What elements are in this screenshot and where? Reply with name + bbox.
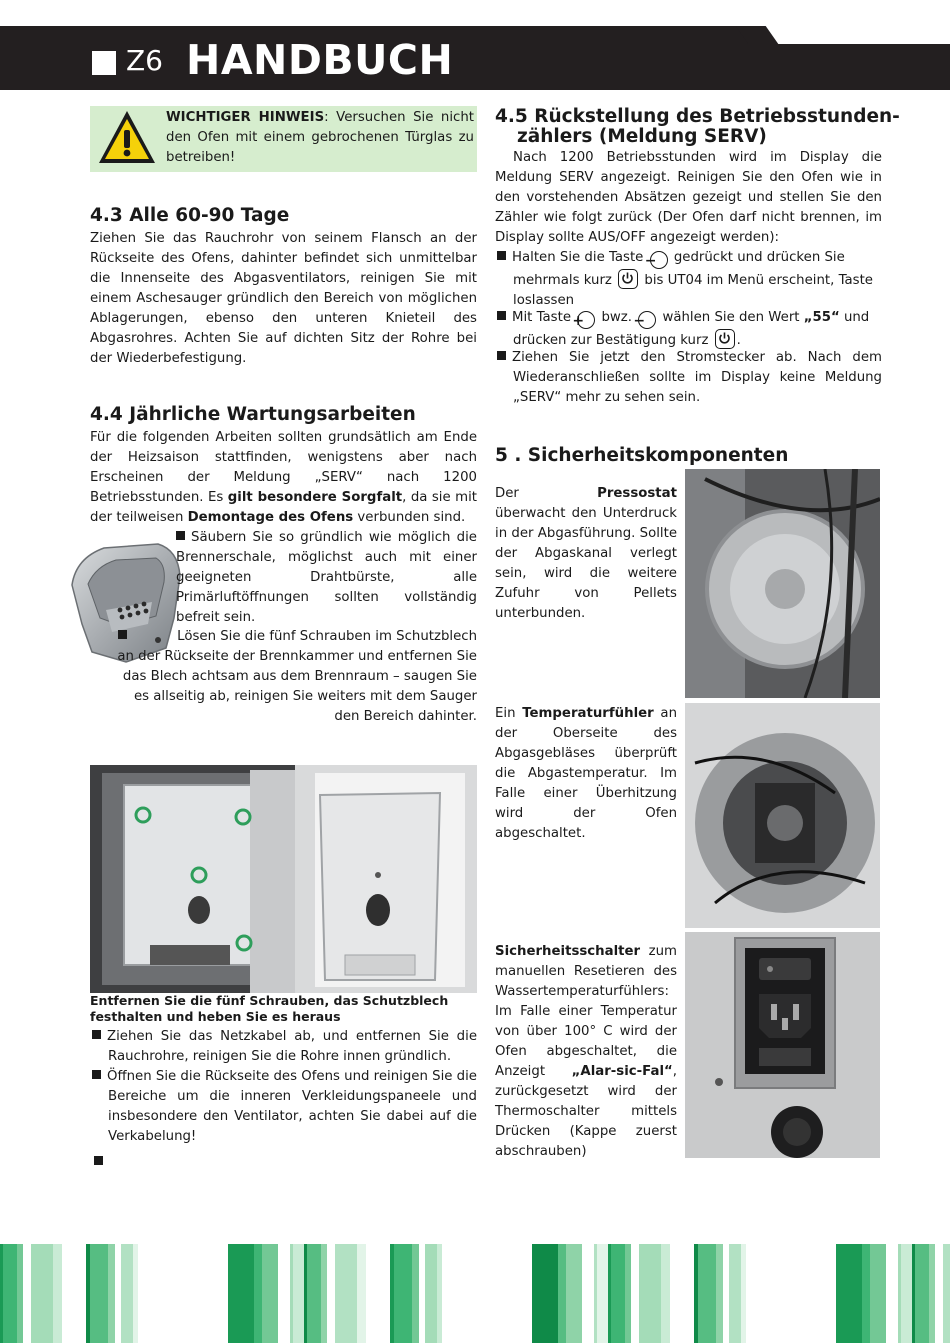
stripe <box>836 1244 862 1343</box>
photo-caption: Entfernen Sie die fünf Schrauben, das Schutzblech festhalten und heben Sie es heraus <box>90 993 449 1024</box>
section-4-3-body: Ziehen Sie das Rauchrohr von seinem Flansch an der Rückseite des Ofens, dahinter befindet sich unmittelbar die Innenseite des Abgasventilators, reinigen Sie mit einem Aschesauger gründlich den Bereich von möglichen Ablagerungen, ebenso den unteren Knieteil des Abgasrohres. Achten Sie auf dichten Sitz der Rohre bei der Wiederbefestigung. <box>90 231 477 366</box>
list-item-4-text: Öffnen Sie die Rückseite des Ofens und reinigen Sie die Bereiche um die inneren Verkleidungspaneele und insbesondere den Ventilator, achten Sie dabei auf die Verkabelung! <box>107 1069 477 1144</box>
stripe <box>0 1244 3 1343</box>
stripe <box>870 1244 886 1343</box>
stripe <box>133 1244 138 1343</box>
stripe <box>304 1244 307 1343</box>
intro-bold-1: gilt besondere Sorgfalt <box>227 490 403 505</box>
stripe <box>262 1244 278 1343</box>
stripe <box>3 1244 17 1343</box>
stove-panel-illustration <box>90 765 477 993</box>
stripe <box>425 1244 437 1343</box>
reset-step-1-text-a: Halten Sie die Taste <box>512 250 644 265</box>
stripe <box>335 1244 357 1343</box>
stripe <box>53 1244 62 1343</box>
reset-step-1 <box>497 248 882 311</box>
stripe <box>532 1244 558 1343</box>
warning-label: WICHTIGER HINWEIS <box>166 110 325 125</box>
stripe <box>639 1244 661 1343</box>
warning-body: : Versuchen Sie nicht den Ofen mit einem gebrochenen Türglas zu betreiben! <box>166 110 474 165</box>
stripe <box>929 1244 935 1343</box>
intro-text-3: verbunden sind. <box>353 510 466 525</box>
reset-step-2-text-b: bwz. <box>601 310 632 325</box>
reset-step-3-text: Ziehen Sie jetzt den Stromstecker ab. Nach dem Wiederanschließen sollte im Display keine Meldung „SERV“ mehr zu sehen sein. <box>512 350 882 405</box>
header-code: Z6 <box>126 44 163 77</box>
safety-switch-text-b: , zurückgesetzt wird der Thermoschalter mittels Drücken (Kappe zuerst abschrauben) <box>495 1064 677 1159</box>
section-4-5-title-2: zählers (Meldung SERV) <box>517 126 767 147</box>
stripe <box>290 1244 293 1343</box>
safety-switch-text <box>495 942 677 1162</box>
list-item-4 <box>92 1067 477 1147</box>
stripe <box>661 1244 670 1343</box>
alarm-code: „Alar-sic-Fal“ <box>571 1064 673 1079</box>
decorative-stripes <box>0 1244 950 1343</box>
bullet-icon <box>94 1156 103 1165</box>
stripe <box>90 1244 108 1343</box>
temperature-sensor-photo <box>685 703 880 928</box>
power-icon <box>715 329 735 349</box>
stripe <box>121 1244 133 1343</box>
bullet-icon <box>497 351 506 360</box>
stripe <box>357 1244 366 1343</box>
safety-switch-illustration <box>685 932 880 1158</box>
stripe <box>694 1244 698 1343</box>
section-4-3-title: 4.3 Alle 60-90 Tage <box>90 205 290 226</box>
minus-circle-icon: − <box>650 251 668 269</box>
reset-value: „55“ <box>803 310 840 325</box>
list-item-1 <box>176 528 477 628</box>
pressostat-text <box>495 484 677 624</box>
header-tab-cutout <box>750 26 950 44</box>
intro-bold-2: Demontage des Ofens <box>187 510 354 525</box>
stripe <box>412 1244 419 1343</box>
plus-circle-icon: + <box>577 311 595 329</box>
bullet-icon <box>92 1070 101 1079</box>
stripe <box>898 1244 901 1343</box>
stripe <box>394 1244 412 1343</box>
stripe <box>611 1244 625 1343</box>
pressostat-text-a: Der <box>495 486 598 501</box>
stripe <box>566 1244 582 1343</box>
temp-sensor-text-a: Ein <box>495 706 523 721</box>
stripe <box>31 1244 53 1343</box>
reset-step-1-text-b: gedrückt und drücken Sie mehrmals kurz <box>513 250 845 288</box>
bullet-icon <box>92 1030 101 1039</box>
bullet-icon <box>176 531 185 540</box>
section-5-title: 5 . Sicherheitskomponenten <box>495 445 789 466</box>
temperature-sensor-text <box>495 704 677 844</box>
section-4-5-title-1: 4.5 Rückstellung des Betriebsstunden- <box>495 106 900 127</box>
stripe <box>608 1244 611 1343</box>
bullet-icon <box>118 630 127 639</box>
stripe <box>437 1244 442 1343</box>
bullet-icon <box>497 311 506 320</box>
pressostat-text-b: überwacht den Unterdruck in der Abgasführung. Sollte der Abgaskanal verlegt sein, wird die weitere Zufuhr von Pellets unterbunden. <box>495 506 677 621</box>
intro-text-2: , da sie mit der teilweisen <box>90 490 478 525</box>
section-4-4-title: 4.4 Jährliche Wartungsarbeiten <box>90 404 416 425</box>
stripe <box>594 1244 597 1343</box>
list-item-2-text: Lösen Sie die fünf Schrauben im Schutzblech an der Rückseite der Brennkammer und entfernen Sie das Blech achtsam aus dem Brennraum – saugen Sie es allseitig ab, reinigen Sie weiters mit dem Sauger den Bereich dahinter. <box>117 629 477 724</box>
header-square-icon <box>92 51 116 75</box>
reset-step-2 <box>497 308 882 351</box>
safety-switch-text-a: zum manuellen Resetieren des Wassertemperaturfühlers: Im Falle einer Temperatur von über 100° C wird der Ofen abgeschaltet, die Anzeigt <box>495 944 677 1079</box>
list-item-1-text: Säubern Sie so gründlich wie möglich die Brennerschale, möglichst auch mit einer geeigneten Drahtbürste, alle Primärluftöffnungen sollten vollständig befreit sein. <box>176 530 477 625</box>
stripe <box>625 1244 631 1343</box>
stripe <box>254 1244 262 1343</box>
bullet-icon <box>497 251 506 260</box>
safety-switch-label: Sicherheitsschalter <box>495 944 641 959</box>
reset-step-2-text-d: und drücken zur Bestätigung kurz <box>513 310 870 348</box>
stove-panel-photo <box>90 765 477 993</box>
temp-sensor-text-b: an der Oberseite des Abgasgebläses überprüft die Abgastemperatur. Im Falle einer Überhitzung wird der Ofen abgeschaltet. <box>495 706 677 841</box>
stripe <box>915 1244 929 1343</box>
stripe <box>228 1244 254 1343</box>
stripe <box>943 1244 950 1343</box>
list-item-empty <box>94 1151 109 1170</box>
reset-step-2-text-a: Mit Taste <box>512 310 571 325</box>
pressostat-photo <box>685 469 880 698</box>
stripe <box>716 1244 723 1343</box>
warning-text <box>166 108 474 168</box>
intro-text-1: Für die folgenden Arbeiten sollten grundsätlich am Ende der Heizsaison stattfinden, wenigstens aber nach Erscheinen der Meldung „SERV“ nach 1200 Betriebsstunden. Es <box>90 430 477 505</box>
stripe <box>729 1244 741 1343</box>
list-item-2 <box>108 627 477 727</box>
stripe <box>741 1244 746 1343</box>
stripe <box>862 1244 870 1343</box>
stripe <box>390 1244 394 1343</box>
reset-step-2-text-e: . <box>736 333 741 348</box>
stripe <box>558 1244 566 1343</box>
stripe <box>293 1244 304 1343</box>
stripe <box>698 1244 716 1343</box>
stripe <box>901 1244 912 1343</box>
minus-circle-icon: − <box>638 311 656 329</box>
stripe <box>597 1244 608 1343</box>
stripe <box>321 1244 327 1343</box>
pressostat-illustration <box>685 469 880 698</box>
stripe <box>17 1244 23 1343</box>
reset-step-1-text-c: bis UT04 im Menü erscheint, Taste loslassen <box>513 273 873 308</box>
warning-triangle-icon <box>96 108 158 166</box>
temp-sensor-illustration <box>685 703 880 928</box>
list-item-3-text: Ziehen Sie das Netzkabel ab, und entfernen Sie die Rauchrohre, reinigen Sie die Rohre innen gründlich. <box>107 1029 477 1064</box>
list-item-3 <box>92 1027 477 1067</box>
safety-switch-photo <box>685 932 880 1158</box>
power-icon <box>618 269 638 289</box>
stripe <box>912 1244 915 1343</box>
stripe <box>307 1244 321 1343</box>
section-4-4-intro <box>90 428 477 528</box>
pressostat-label: Pressostat <box>597 486 677 501</box>
stripe <box>108 1244 115 1343</box>
page-title: HANDBUCH <box>186 36 454 84</box>
section-4-5-body: Nach 1200 Betriebsstunden wird im Display die Meldung SERV angezeigt. Reinigen Sie den Ofen wie in den vorstehenden Absätzen gezeigt und stellen Sie den Zähler wie folgt zurück (Der Ofen darf nicht brennen, im Display sollte AUS/OFF angezeigt werden): <box>495 150 882 245</box>
stripe <box>86 1244 90 1343</box>
reset-step-3 <box>497 348 882 408</box>
reset-step-2-text-c: wählen Sie den Wert <box>662 310 800 325</box>
temp-sensor-label: Temperaturfühler <box>522 706 654 721</box>
